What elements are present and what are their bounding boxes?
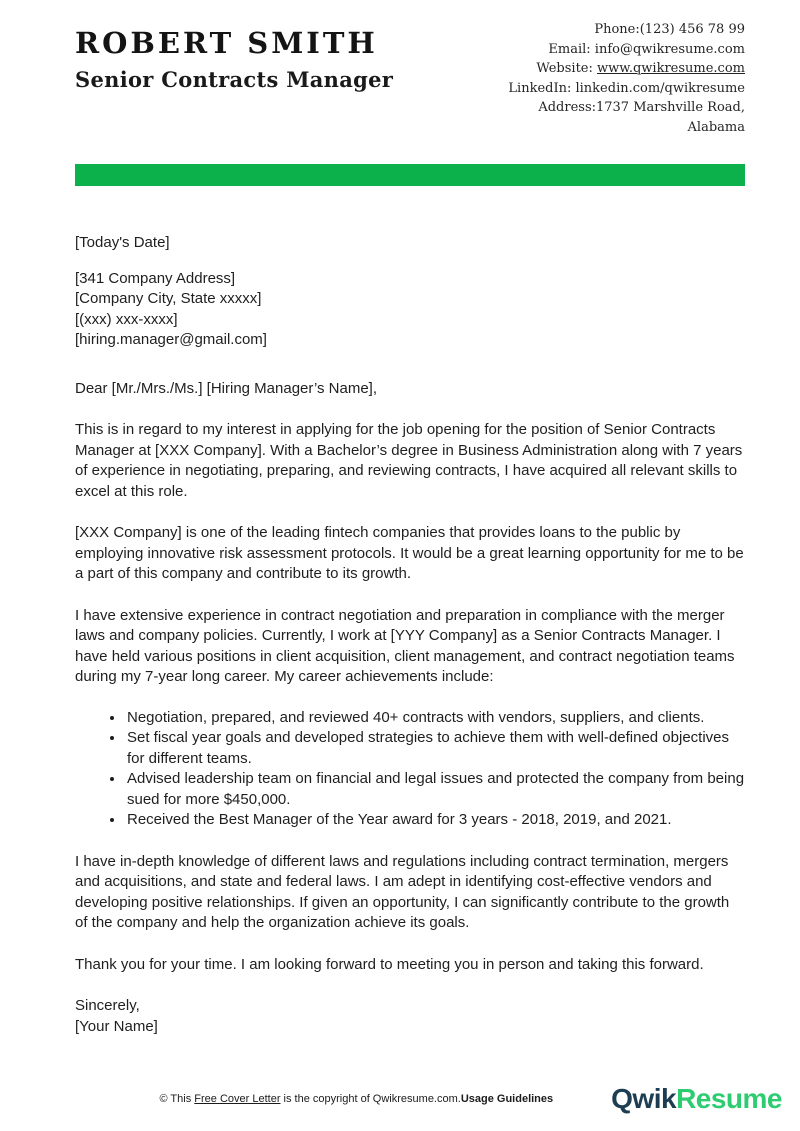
signoff-block (75, 996, 745, 1037)
recipient-line: [341 Company Address] (75, 269, 236, 287)
contact-linkedin: LinkedIn: linkedin.com/qwikresume (508, 80, 745, 96)
copyright-prefix: © This (159, 1093, 195, 1105)
contact-phone: Phone:(123) 456 78 99 (594, 22, 745, 37)
achievement-bullet: • Set fiscal year goals and developed strategies to achieve them with well-defined objectives for different teams. (125, 728, 745, 769)
date-placeholder: [Today's Date] (75, 234, 170, 251)
achievement-bullet: • Advised leadership team on financial and legal issues and protected the company from being sued for more $450,000. (125, 769, 745, 810)
logo-text-resume: Resume (676, 1083, 782, 1114)
contact-info (508, 20, 745, 137)
copyright-line (159, 1093, 553, 1105)
contact-website-label: Website: (536, 61, 597, 76)
person-job-title: Senior Contracts Manager (75, 67, 394, 92)
letter-paragraph-thanks: Thank you for your time. I am looking forward to meeting you in person and taking this forward. (75, 955, 704, 973)
achievement-bullet: • Negotiation, prepared, and reviewed 40+ contracts with vendors, suppliers, and clients. (125, 708, 745, 729)
contact-email: Email: info@qwikresume.com (548, 41, 745, 57)
contact-address-line1: Address:1737 Marshville Road, (538, 100, 745, 115)
letter-body (0, 186, 800, 1037)
name-block (75, 20, 393, 92)
signature-placeholder: [Your Name] (75, 1017, 158, 1035)
contact-website (508, 59, 745, 79)
copyright-middle: is the copyright of Qwikresume.com. (280, 1093, 461, 1105)
letter-paragraph-company: [XXX Company] is one of the leading fintech companies that provides loans to the public by employing innovative risk assessment protocols. It would be a great learning opportunity for me to be a part of this company and contribute to its growth. (75, 524, 744, 582)
letter-paragraph-experience: I have extensive experience in contract negotiation and preparation in compliance with the merger laws and company policies. Currently, I work at [YYY Company] as a Senior Contracts Manager. I have held various positions in client acquisition, client management, and contract negotiation teams during my 7-year long career. My career achievements include: (75, 606, 735, 685)
recipient-line: [hiring.manager@gmail.com] (75, 331, 267, 348)
signoff: Sincerely, (75, 997, 140, 1014)
achievement-bullet: • Received the Best Manager of the Year award for 3 years - 2018, 2019, and 2021. (125, 810, 745, 831)
letter-header (0, 0, 800, 137)
contact-address-line2: Alabama (687, 119, 745, 135)
recipient-line: [Company City, State xxxxx] (75, 290, 262, 307)
achievements-list (75, 708, 745, 831)
recipient-address-block (75, 269, 745, 351)
website-link[interactable]: www.qwikresume.com (597, 61, 745, 76)
recipient-line: [(xxx) xxx-xxxx] (75, 310, 178, 328)
page-footer (0, 1083, 782, 1115)
green-accent-bar (75, 164, 745, 186)
salutation: Dear [Mr./Mrs./Ms.] [Hiring Manager’s Name], (75, 379, 378, 397)
free-cover-letter-link[interactable]: Free Cover Letter (194, 1093, 281, 1105)
letter-paragraph-knowledge: I have in-depth knowledge of different laws and regulations including contract termination, mergers and acquisitions, and state and federal laws. I am adept in identifying cost-effective vendors and developing positive relationships. If given an opportunity, I can significantly contribute to the growth of the company and help the organization achieve its goals. (75, 852, 730, 931)
usage-guidelines-link[interactable]: Usage Guidelines (460, 1093, 554, 1105)
person-name: ROBERT SMITH (75, 26, 378, 60)
letter-paragraph-intro: This is in regard to my interest in applying for the job opening for the position of Senior Contracts Manager at [XXX Company]. With a Bachelor’s degree in Business Administration along with 7 years of experience in negotiating, preparing, and reviewing contracts, I have acquired all relevant skills to excel at this role. (75, 421, 743, 500)
qwikresume-logo[interactable] (611, 1083, 782, 1115)
logo-text-qwik: Qwik (611, 1083, 677, 1114)
